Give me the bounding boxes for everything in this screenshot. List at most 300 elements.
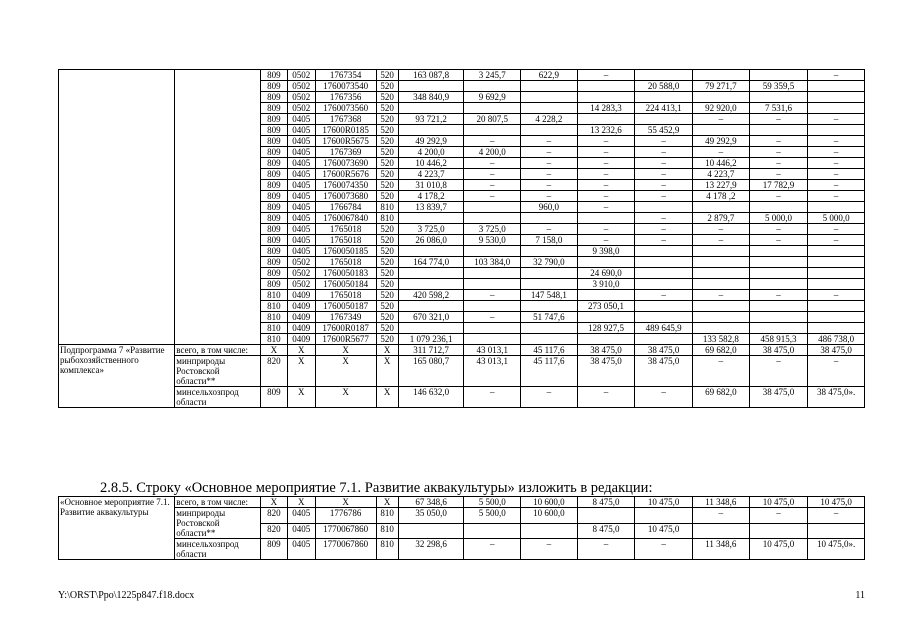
table-cell: –	[808, 224, 865, 235]
table-cell: 458 915,3	[749, 334, 808, 345]
table-cell: 43 013,1	[464, 345, 521, 356]
table-row	[59, 345, 865, 356]
table-cell: 3 725,0	[398, 224, 464, 235]
table-cell: 520	[376, 268, 398, 279]
table-cell: 810	[376, 539, 398, 560]
table-cell: 5 500,0	[464, 497, 521, 508]
table-cell: 147 548,1	[521, 290, 578, 301]
table-cell: 1767368	[315, 114, 376, 125]
table-cell: –	[808, 180, 865, 191]
table-cell	[577, 81, 635, 92]
table-cell: 810	[376, 523, 398, 539]
table-cell: 9 398,0	[577, 246, 635, 257]
table-cell: 45 117,6	[521, 356, 578, 387]
table-cell: 17600R5676	[315, 169, 376, 180]
table-cell: 1767349	[315, 312, 376, 323]
table-cell	[749, 268, 808, 279]
table-cell: Х	[287, 497, 315, 508]
table-cell: 10 475,0	[749, 539, 808, 560]
table-cell: 10 446,2	[398, 158, 464, 169]
table-cell	[749, 70, 808, 81]
table-cell: –	[577, 158, 635, 169]
table-cell: –	[577, 191, 635, 202]
table-cell: Х	[315, 345, 376, 356]
table-cell	[635, 508, 693, 524]
table-cell: 49 292,9	[693, 136, 750, 147]
table-cell: –	[464, 180, 521, 191]
table-cell	[749, 92, 808, 103]
table-cell: 810	[261, 323, 287, 334]
executor-cell: всего, в том числе:	[175, 345, 261, 356]
table-cell: 520	[376, 81, 398, 92]
table-cell: 1760050185	[315, 246, 376, 257]
table-cell	[749, 301, 808, 312]
table-cell: 49 292,9	[398, 136, 464, 147]
table-cell: 9 530,0	[464, 235, 521, 246]
table-cell: 810	[376, 202, 398, 213]
table-cell	[577, 257, 635, 268]
empty-cell	[175, 70, 261, 345]
table-cell: 10 600,0	[521, 508, 578, 524]
table-cell: –	[464, 191, 521, 202]
table-cell	[521, 268, 578, 279]
table-cell	[693, 246, 750, 257]
table-cell: 520	[376, 92, 398, 103]
table-cell: Х	[376, 356, 398, 387]
table-cell	[521, 279, 578, 290]
table-cell: –	[577, 147, 635, 158]
table-cell: 1760067840	[315, 213, 376, 224]
table-cell: 0502	[287, 70, 315, 81]
table-cell: –	[749, 147, 808, 158]
table-cell: 1760050187	[315, 301, 376, 312]
table-cell: 20 588,0	[635, 81, 693, 92]
table-cell: –	[521, 387, 578, 408]
table-cell: –	[808, 235, 865, 246]
table-cell	[521, 301, 578, 312]
table-cell: 10 475,0	[635, 523, 693, 539]
table-cell	[635, 279, 693, 290]
table-cell: –	[464, 158, 521, 169]
table-cell: 55 452,9	[635, 125, 693, 136]
table-cell	[635, 114, 693, 125]
table-cell	[521, 213, 578, 224]
table-cell: 67 348,6	[398, 497, 464, 508]
table-cell: 103 384,0	[464, 257, 521, 268]
table-cell: 5 000,0	[808, 213, 865, 224]
table-cell: 520	[376, 323, 398, 334]
table-cell: Х	[261, 345, 287, 356]
table-cell	[398, 301, 464, 312]
table-cell: –	[635, 539, 693, 560]
table-cell: 273 050,1	[577, 301, 635, 312]
table-cell	[464, 246, 521, 257]
table-cell: 0405	[287, 235, 315, 246]
table-cell: 2 879,7	[693, 213, 750, 224]
table-cell: –	[464, 169, 521, 180]
table-cell: 520	[376, 257, 398, 268]
table-cell: 809	[261, 387, 287, 408]
table-cell	[693, 92, 750, 103]
table-cell	[464, 202, 521, 213]
table-cell: 809	[261, 279, 287, 290]
table-row	[59, 356, 865, 387]
event-name: «Основное мероприятие 7.1. Развитие аквакультуры	[59, 497, 175, 560]
table-cell	[398, 279, 464, 290]
table-cell: 1760073540	[315, 81, 376, 92]
table-cell: 0409	[287, 323, 315, 334]
table-cell	[808, 323, 865, 334]
table-cell: 1760073690	[315, 158, 376, 169]
table-cell	[635, 202, 693, 213]
table-cell: Х	[287, 387, 315, 408]
table-cell: –	[693, 356, 750, 387]
table-cell	[398, 523, 464, 539]
table-cell: –	[749, 290, 808, 301]
table-cell: 809	[261, 268, 287, 279]
table-cell: 520	[376, 169, 398, 180]
table-cell: –	[521, 224, 578, 235]
executor-cell: минприроды Ростовской области**	[175, 508, 261, 539]
table-cell: 520	[376, 235, 398, 246]
table-cell	[398, 268, 464, 279]
table-cell: –	[521, 539, 578, 560]
table-cell	[808, 268, 865, 279]
table-cell: 1765018	[315, 257, 376, 268]
table-cell: 1776786	[315, 508, 376, 524]
table-cell: 810	[261, 290, 287, 301]
table-cell: 520	[376, 312, 398, 323]
table-cell: 0502	[287, 81, 315, 92]
table-cell	[521, 81, 578, 92]
table-cell: 809	[261, 114, 287, 125]
table-cell: 520	[376, 191, 398, 202]
table-cell: –	[808, 169, 865, 180]
table-cell	[464, 323, 521, 334]
table-cell: 4 223,7	[693, 169, 750, 180]
table-cell: 0405	[287, 136, 315, 147]
table-cell: –	[808, 290, 865, 301]
table-cell: 128 927,5	[577, 323, 635, 334]
table-cell	[808, 92, 865, 103]
table-cell: 38 475,0	[808, 345, 865, 356]
table-cell: 38 475,0	[577, 345, 635, 356]
table-cell: 520	[376, 147, 398, 158]
table-cell	[521, 92, 578, 103]
table-cell: 3 910,0	[577, 279, 635, 290]
table-cell: 311 712,7	[398, 345, 464, 356]
table-cell	[693, 523, 750, 539]
table-cell: 0409	[287, 290, 315, 301]
table-cell: –	[749, 224, 808, 235]
table-cell: 1760074350	[315, 180, 376, 191]
table-cell: –	[577, 70, 635, 81]
executor-cell: минсельхозпрод области	[175, 539, 261, 560]
table-cell: 3 725,0	[464, 224, 521, 235]
table-cell: Х	[287, 356, 315, 387]
table-cell	[398, 323, 464, 334]
table-cell	[398, 103, 464, 114]
table-cell: 1767356	[315, 92, 376, 103]
table-cell: 14 283,3	[577, 103, 635, 114]
table-cell	[521, 334, 578, 345]
table-cell: 79 271,7	[693, 81, 750, 92]
table-cell: 0405	[287, 114, 315, 125]
table-cell	[808, 523, 865, 539]
table-cell	[635, 268, 693, 279]
table-cell: 0502	[287, 268, 315, 279]
table-cell: –	[521, 169, 578, 180]
table-cell: 35 050,0	[398, 508, 464, 524]
table-cell: 4 200,0	[398, 147, 464, 158]
table-cell	[693, 323, 750, 334]
table-cell: Х	[376, 345, 398, 356]
table-cell: –	[808, 147, 865, 158]
table-cell: 4 178,2	[398, 191, 464, 202]
table-cell: –	[635, 147, 693, 158]
table-cell: 17600R0187	[315, 323, 376, 334]
table-cell	[577, 312, 635, 323]
table-cell: 670 321,0	[398, 312, 464, 323]
table-cell: Х	[315, 497, 376, 508]
table-cell: –	[635, 213, 693, 224]
table-cell: –	[521, 191, 578, 202]
table-cell: 520	[376, 136, 398, 147]
empty-cell	[59, 70, 175, 345]
table-cell: –	[521, 147, 578, 158]
table-cell	[521, 246, 578, 257]
table-cell: –	[577, 202, 635, 213]
table-cell	[749, 312, 808, 323]
table-cell	[808, 125, 865, 136]
table-cell: 1766784	[315, 202, 376, 213]
table-cell: 520	[376, 114, 398, 125]
table-cell: 520	[376, 279, 398, 290]
table-cell: –	[808, 114, 865, 125]
table-cell: 17600R5677	[315, 334, 376, 345]
table-cell: 809	[261, 147, 287, 158]
table-cell	[398, 213, 464, 224]
table-cell: 809	[261, 539, 287, 560]
table-cell: 0409	[287, 301, 315, 312]
table-cell: –	[749, 114, 808, 125]
table-cell	[808, 312, 865, 323]
table-cell: 809	[261, 191, 287, 202]
table-cell: –	[577, 136, 635, 147]
table-cell: 133 582,8	[693, 334, 750, 345]
table-cell: –	[521, 180, 578, 191]
table-cell: –	[749, 158, 808, 169]
table-cell	[693, 257, 750, 268]
table-cell	[521, 103, 578, 114]
table-cell: 810	[376, 213, 398, 224]
executor-cell: всего, в том числе:	[175, 497, 261, 508]
executor-cell: минприроды Ростовской области**	[175, 356, 261, 387]
table-cell: –	[693, 114, 750, 125]
table-cell: 0502	[287, 103, 315, 114]
table-cell	[521, 323, 578, 334]
table-cell: 38 475,0	[749, 387, 808, 408]
table-cell: –	[808, 356, 865, 387]
table-cell: 0502	[287, 257, 315, 268]
table-cell: 165 080,7	[398, 356, 464, 387]
table-cell: 10 475,0».	[808, 539, 865, 560]
page-number: 11	[855, 590, 865, 601]
table-cell: 10 475,0	[749, 497, 808, 508]
table-cell: –	[693, 290, 750, 301]
table-cell: 520	[376, 158, 398, 169]
table-cell: 520	[376, 290, 398, 301]
table-cell: 59 359,5	[749, 81, 808, 92]
table-cell: 489 645,9	[635, 323, 693, 334]
table-cell: –	[808, 158, 865, 169]
main-table	[58, 69, 865, 408]
table-cell: 520	[376, 103, 398, 114]
table-cell: 820	[261, 508, 287, 524]
table-cell: Х	[376, 497, 398, 508]
table-cell	[808, 301, 865, 312]
table-cell: 0409	[287, 334, 315, 345]
table-cell	[577, 508, 635, 524]
table-cell	[635, 334, 693, 345]
table-cell	[635, 92, 693, 103]
table-cell: 92 920,0	[693, 103, 750, 114]
table-cell: 11 348,6	[693, 539, 750, 560]
table-cell: 809	[261, 92, 287, 103]
table-cell: 13 232,6	[577, 125, 635, 136]
table-cell: –	[577, 224, 635, 235]
table-cell	[521, 125, 578, 136]
table-cell: –	[577, 539, 635, 560]
table-cell	[693, 202, 750, 213]
table-cell: Х	[315, 356, 376, 387]
table-cell: –	[749, 235, 808, 246]
table-cell: Х	[287, 345, 315, 356]
table-cell: 0409	[287, 312, 315, 323]
table-cell: 224 413,1	[635, 103, 693, 114]
table-cell: 0502	[287, 279, 315, 290]
table-cell: 13 227,9	[693, 180, 750, 191]
table-cell: 486 738,0	[808, 334, 865, 345]
table-cell: 32 790,0	[521, 257, 578, 268]
table-cell: 38 475,0	[635, 356, 693, 387]
table-cell: 0405	[287, 523, 315, 539]
table-cell: 38 475,0	[635, 345, 693, 356]
table-cell: 810	[261, 301, 287, 312]
table-cell: 4 223,7	[398, 169, 464, 180]
table-cell: –	[577, 387, 635, 408]
table-cell: 520	[376, 180, 398, 191]
table-cell	[577, 213, 635, 224]
table-cell: 32 298,6	[398, 539, 464, 560]
table-cell: 7 158,0	[521, 235, 578, 246]
table-cell	[398, 125, 464, 136]
table-cell: 8 475,0	[577, 497, 635, 508]
subprogram-name: Подпрограмма 7 «Развитие рыбохозяйственного комплекса»	[59, 345, 175, 408]
table-cell: 809	[261, 257, 287, 268]
table-cell: 43 013,1	[464, 356, 521, 387]
table-cell: –	[808, 136, 865, 147]
table-cell: 24 690,0	[577, 268, 635, 279]
table-cell: –	[808, 508, 865, 524]
table-cell	[464, 268, 521, 279]
table-cell: –	[464, 312, 521, 323]
table-cell: 7 531,6	[749, 103, 808, 114]
table-cell: 420 598,2	[398, 290, 464, 301]
table-cell: 1760073560	[315, 103, 376, 114]
table-cell: 10 475,0	[808, 497, 865, 508]
table-cell	[808, 81, 865, 92]
table-cell: 4 228,2	[521, 114, 578, 125]
table-cell: –	[749, 508, 808, 524]
table-row	[59, 539, 865, 560]
table-cell: 1760073680	[315, 191, 376, 202]
table-cell: 9 692,9	[464, 92, 521, 103]
table-cell: –	[749, 191, 808, 202]
table-cell: Х	[376, 387, 398, 408]
table-cell: 0405	[287, 158, 315, 169]
table-cell	[749, 125, 808, 136]
table-cell: 13 839,7	[398, 202, 464, 213]
table-cell: 520	[376, 301, 398, 312]
table-cell: –	[635, 169, 693, 180]
table-cell: 520	[376, 70, 398, 81]
table-cell	[464, 523, 521, 539]
table-row	[59, 387, 865, 408]
table-cell: –	[577, 235, 635, 246]
table-cell: 0502	[287, 92, 315, 103]
table-cell: –	[635, 180, 693, 191]
table-cell: 809	[261, 125, 287, 136]
table-cell: 69 682,0	[693, 345, 750, 356]
table-cell: 8 475,0	[577, 523, 635, 539]
table-cell	[635, 312, 693, 323]
table-cell: 10 475,0	[635, 497, 693, 508]
table-cell: 809	[261, 224, 287, 235]
table-cell: –	[577, 180, 635, 191]
table-cell: –	[464, 539, 521, 560]
table-row	[59, 497, 865, 508]
table-cell	[749, 279, 808, 290]
table-cell: 1765018	[315, 224, 376, 235]
table-cell	[808, 246, 865, 257]
table-cell: 17600R5675	[315, 136, 376, 147]
table-cell: 1760050184	[315, 279, 376, 290]
table-cell: 809	[261, 70, 287, 81]
table-cell: –	[635, 158, 693, 169]
table-cell: 1 079 236,1	[398, 334, 464, 345]
table-cell: –	[521, 136, 578, 147]
table-cell: 164 774,0	[398, 257, 464, 268]
table-cell: 0405	[287, 191, 315, 202]
table-cell: –	[635, 290, 693, 301]
table-cell: 38 475,0	[749, 345, 808, 356]
table-cell: 520	[376, 334, 398, 345]
table-cell	[464, 301, 521, 312]
table-cell: 1767369	[315, 147, 376, 158]
table-cell: 5 500,0	[464, 508, 521, 524]
table-cell: 809	[261, 246, 287, 257]
table-cell: 0405	[287, 169, 315, 180]
table-cell: 809	[261, 158, 287, 169]
table-cell	[693, 312, 750, 323]
table-cell: 810	[376, 508, 398, 524]
table-cell	[808, 202, 865, 213]
table-cell: 0405	[287, 224, 315, 235]
table-cell: 820	[261, 523, 287, 539]
footer-file-path: Y:\ORST\Ppo\1225p847.f18.docx	[58, 590, 195, 601]
table-cell: 520	[376, 224, 398, 235]
